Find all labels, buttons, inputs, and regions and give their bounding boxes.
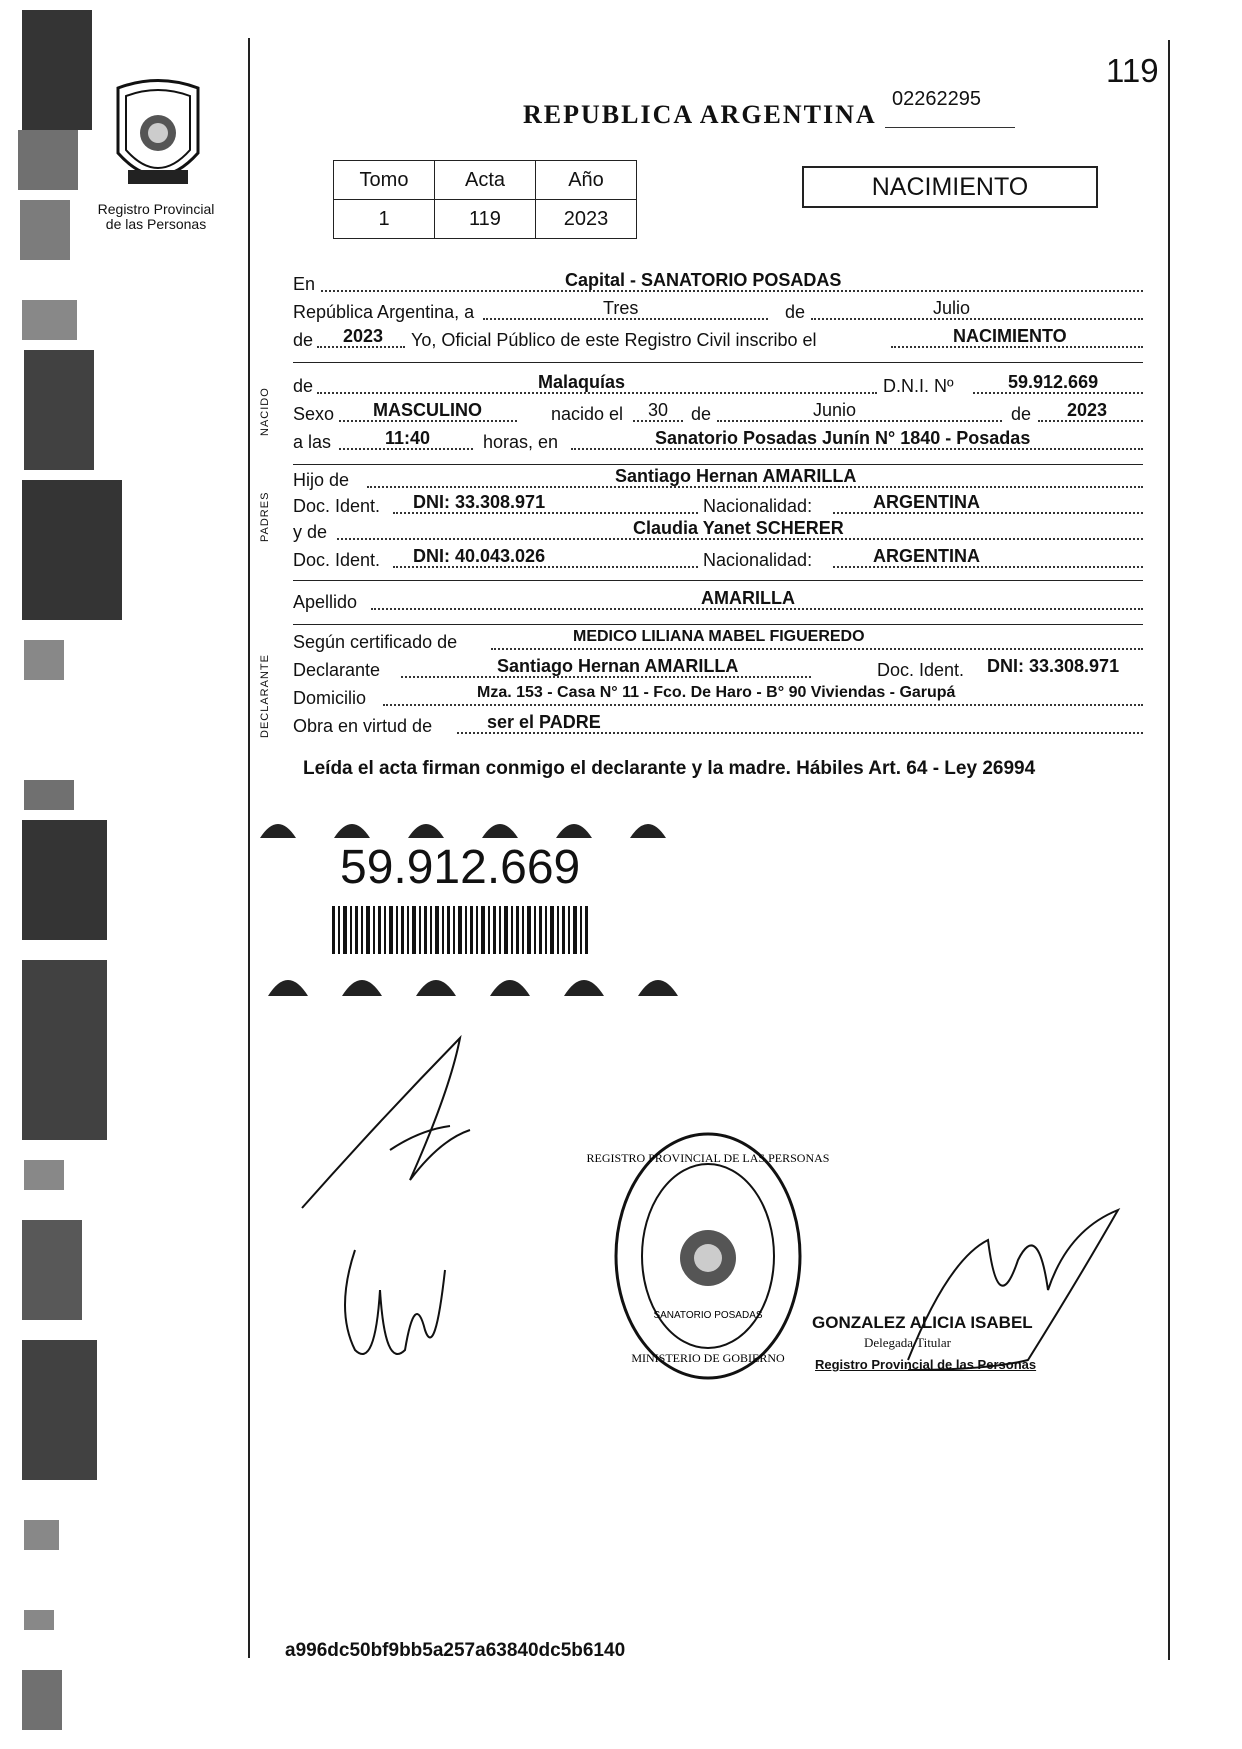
row-obra xyxy=(293,714,1143,740)
label: Hijo de xyxy=(293,470,350,490)
section-divider xyxy=(293,464,1143,465)
label: de xyxy=(293,330,314,350)
document-title: REPUBLICA ARGENTINA xyxy=(523,100,877,129)
signature-officer-initial xyxy=(300,1030,480,1210)
row-father-doc xyxy=(293,494,1143,520)
father-name: Santiago Hernan AMARILLA xyxy=(615,466,857,486)
month-value: Julio xyxy=(933,298,971,318)
declarante-doc: DNI: 33.308.971 xyxy=(987,656,1120,676)
record-table-cell: 119 xyxy=(435,200,536,239)
label: D.N.I. Nº xyxy=(883,376,954,396)
section-label-declarante: DECLARANTE xyxy=(259,654,271,738)
label: nacido el xyxy=(551,404,624,424)
apellido-value: AMARILLA xyxy=(701,588,795,608)
record-table-header: Acta xyxy=(435,161,536,200)
label: horas, en xyxy=(483,432,559,452)
label: Obra en virtud de xyxy=(293,716,433,736)
sticker-pattern-top xyxy=(248,808,688,842)
record-type-box: NACIMIENTO xyxy=(802,166,1098,208)
mother-nationality: ARGENTINA xyxy=(873,546,980,566)
dotted-line xyxy=(811,318,1143,320)
scan-edge-artifact xyxy=(0,0,120,1749)
label: Yo, Oficial Público de este Registro Civil inscribo el xyxy=(411,330,817,350)
year-value: 2023 xyxy=(343,326,384,346)
serial-underline xyxy=(885,127,1015,128)
row-declarante xyxy=(293,658,1143,684)
label: Apellido xyxy=(293,592,358,612)
label: Declarante xyxy=(293,660,381,680)
label: Según certificado de xyxy=(293,632,458,652)
right-border-line xyxy=(1168,40,1170,1660)
obra-value: ser el PADRE xyxy=(487,712,601,732)
label: Doc. Ident. xyxy=(293,496,381,516)
official-name: GONZALEZ ALICIA ISABEL xyxy=(812,1313,1033,1332)
label: de xyxy=(785,302,806,322)
document-hash: a996dc50bf9bb5a257a63840dc5b6140 xyxy=(285,1640,626,1661)
birth-year: 2023 xyxy=(1067,400,1108,420)
sexo-value: MASCULINO xyxy=(373,400,482,420)
section-divider xyxy=(293,580,1143,581)
province-logo xyxy=(108,78,208,200)
label: Nacionalidad: xyxy=(703,496,813,516)
seal-text-bottom: MINISTERIO DE GOBIERNO xyxy=(631,1351,785,1365)
father-doc: DNI: 33.308.971 xyxy=(413,492,546,512)
birth-month: Junio xyxy=(813,400,857,420)
seal-text-top: REGISTRO PROVINCIAL DE LAS PERSONAS xyxy=(586,1151,830,1165)
label: y de xyxy=(293,522,328,542)
section-label-padres: PADRES xyxy=(259,491,271,542)
dotted-line xyxy=(383,704,1143,706)
section-label-nacido: NACIDO xyxy=(259,387,271,436)
page-number: 119 xyxy=(1106,52,1159,89)
child-dni: 59.912.669 xyxy=(1008,372,1099,392)
logo-caption-line-2: de las Personas xyxy=(105,216,207,232)
label: a las xyxy=(293,432,332,452)
row-en xyxy=(293,272,1143,298)
record-table-value-row xyxy=(334,200,637,239)
record-table xyxy=(333,160,637,239)
label: Doc. Ident. xyxy=(293,550,381,570)
row-republica xyxy=(293,300,1143,326)
record-table-cell: 1 xyxy=(334,200,435,239)
domicilio-value: Mza. 153 - Casa N° 11 - Fco. De Haro - B° 90 Viviendas - Garupá xyxy=(477,684,956,701)
birth-time: 11:40 xyxy=(385,428,431,448)
signature-declarante xyxy=(335,1230,455,1380)
closing-note: Leída el acta firman conmigo el declarante y la madre. Hábiles Art. 64 - Ley 26994 xyxy=(303,758,1036,779)
label: República Argentina, a xyxy=(293,302,475,322)
sticker-dni-number: 59.912.669 xyxy=(340,841,581,894)
record-table-header: Tomo xyxy=(334,161,435,200)
label: de xyxy=(691,404,712,424)
row-hijo-de xyxy=(293,468,1143,494)
row-apellido xyxy=(293,590,1143,616)
day-value: Tres xyxy=(603,298,639,318)
logo-caption-line-1: Registro Provincial xyxy=(97,201,215,217)
section-divider xyxy=(293,362,1143,363)
seal-text-inner: SANATORIO POSADAS xyxy=(653,1310,763,1321)
birth-day: 30 xyxy=(648,400,669,420)
label: de xyxy=(293,376,314,396)
label: Sexo xyxy=(293,404,335,424)
sticker-pattern-bottom xyxy=(248,958,688,998)
row-de-year xyxy=(293,328,1143,354)
father-nationality: ARGENTINA xyxy=(873,492,980,512)
official-seal xyxy=(586,1126,830,1386)
inscribe-value: NACIMIENTO xyxy=(953,326,1067,346)
logo-caption xyxy=(86,202,226,232)
mother-doc: DNI: 40.043.026 xyxy=(413,546,546,566)
place-value: Capital - SANATORIO POSADAS xyxy=(565,270,842,290)
declarante-value: Santiago Hernan AMARILLA xyxy=(497,656,739,676)
cert-value: MEDICO LILIANA MABEL FIGUEREDO xyxy=(573,628,865,645)
row-domicilio xyxy=(293,686,1143,712)
barcode xyxy=(332,906,592,954)
row-sexo xyxy=(293,402,1143,428)
row-mother-doc xyxy=(293,548,1143,574)
label: En xyxy=(293,274,316,294)
signature-official xyxy=(888,1200,1128,1380)
row-y-de xyxy=(293,520,1143,546)
row-nacido-name xyxy=(293,374,1143,400)
dotted-line xyxy=(717,420,1002,422)
label: Doc. Ident. xyxy=(877,660,965,680)
child-name: Malaquías xyxy=(538,372,626,392)
label: Domicilio xyxy=(293,688,367,708)
official-role: Delegada Titular xyxy=(864,1335,952,1350)
record-table-header-row xyxy=(334,161,637,200)
birth-place: Sanatorio Posadas Junín N° 1840 - Posadas xyxy=(655,428,1031,448)
dotted-line xyxy=(491,648,1143,650)
mother-name: Claudia Yanet SCHERER xyxy=(633,518,844,538)
row-a-las xyxy=(293,430,1143,456)
section-divider xyxy=(293,624,1143,625)
label: de xyxy=(1011,404,1032,424)
serial-number: 02262295 xyxy=(892,88,981,110)
record-table-header: Año xyxy=(536,161,637,200)
label: Nacionalidad: xyxy=(703,550,813,570)
row-certificado xyxy=(293,630,1143,656)
left-border-line xyxy=(248,38,250,1658)
official-organization: Registro Provincial de las Personas xyxy=(815,1357,1037,1372)
record-table-cell: 2023 xyxy=(536,200,637,239)
